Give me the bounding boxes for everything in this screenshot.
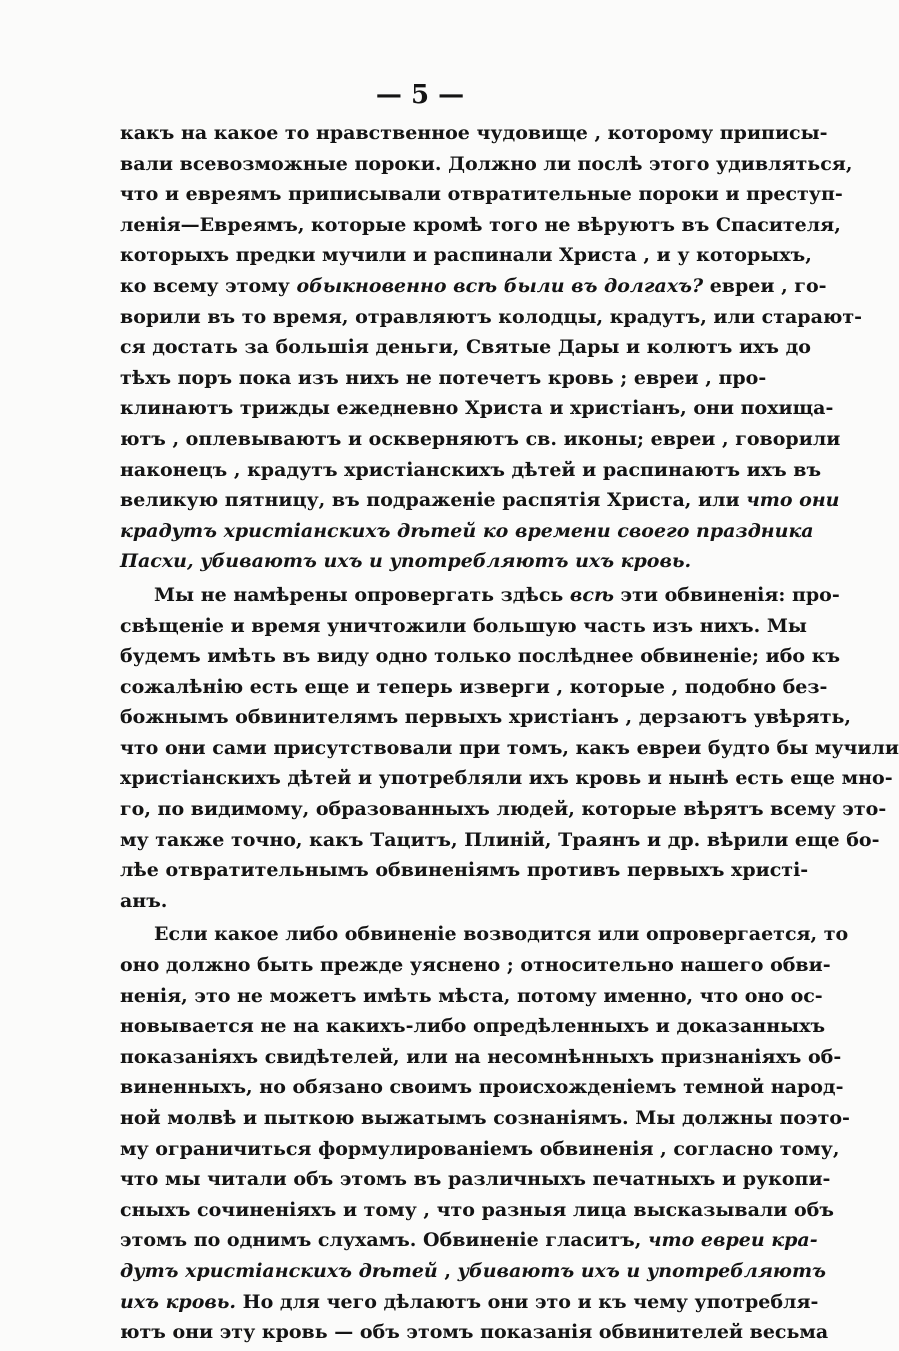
text-line bbox=[120, 1317, 829, 1348]
text-run: му ограничиться формулированіемъ обвиненія , согласно тому, bbox=[120, 1137, 840, 1160]
text-line bbox=[120, 1042, 842, 1073]
text-run: что они сами присутствовали при томъ, какъ евреи будто бы мучили bbox=[120, 736, 899, 759]
text-run: ненія, это не можетъ имѣть мѣста, потому именно, что оно ос- bbox=[120, 984, 823, 1007]
text-line bbox=[120, 363, 766, 394]
italic-text: Пасхи, убиваютъ ихъ и употребляютъ ихъ кровь. bbox=[120, 550, 692, 573]
text-run: тѣхъ поръ пока изъ нихъ не потечетъ кровь ; евреи , про- bbox=[120, 366, 767, 389]
text-run: виненныхъ, но обязано своимъ происхожденіемъ темной народ- bbox=[120, 1076, 844, 1099]
text-run: Но для чего дѣлаютъ они это и къ чему употребля- bbox=[236, 1290, 819, 1313]
text-line bbox=[120, 424, 841, 455]
text-run: ко всему этому bbox=[120, 274, 297, 297]
text-line bbox=[120, 455, 822, 486]
text-line bbox=[120, 919, 849, 950]
text-line bbox=[120, 1256, 826, 1287]
text-line bbox=[120, 641, 841, 672]
italic-text: дутъ христіанскихъ дѣтей bbox=[120, 1259, 438, 1282]
page-number: — 5 — bbox=[375, 80, 465, 110]
text-run: что и евреямъ приписывали отвратительные пороки и преступ- bbox=[120, 183, 843, 206]
text-run: какъ на какое то нравственное чудовище , которому приписы- bbox=[120, 122, 828, 144]
text-line bbox=[120, 485, 840, 516]
text-run: Если какое либо обвиненіе возводится или опровергается, то bbox=[154, 923, 849, 946]
paragraph bbox=[120, 919, 850, 1347]
text-line bbox=[120, 118, 828, 149]
text-line bbox=[120, 886, 766, 917]
text-line bbox=[120, 672, 828, 703]
text-line bbox=[120, 794, 887, 825]
text-run: эти обвиненія: про- bbox=[613, 583, 840, 606]
italic-text: ихъ кровь. bbox=[120, 1290, 237, 1313]
text-run: анъ. bbox=[120, 889, 168, 912]
text-run: клинаютъ трижды ежедневно Христа и христіанъ, они похища- bbox=[120, 397, 834, 420]
text-run: что мы читали объ этомъ въ различныхъ печатныхъ и рукопи- bbox=[120, 1168, 831, 1191]
text-line bbox=[120, 580, 840, 611]
text-line bbox=[120, 702, 851, 733]
italic-text: убиваютъ ихъ и употребляютъ bbox=[457, 1259, 826, 1282]
text-line bbox=[120, 733, 899, 764]
text-line bbox=[120, 1072, 844, 1103]
text-line bbox=[120, 1103, 850, 1134]
text-run: сныхъ сочиненіяхъ и тому , что разныя лица высказывали объ bbox=[120, 1198, 834, 1221]
text-line bbox=[120, 302, 863, 333]
text-line bbox=[120, 271, 827, 302]
text-run: му также точно, какъ Тацитъ, Плиній, Траянъ и др. вѣрили еще бо- bbox=[120, 828, 880, 851]
text-line bbox=[120, 149, 853, 180]
text-run: оно должно быть прежде уяснено ; относительно нашего обви- bbox=[120, 954, 831, 977]
italic-text: обыкновенно всѣ были въ долгахъ? bbox=[296, 274, 704, 297]
text-run: показаніяхъ свидѣтелей, или на несомнѣнныхъ признаніяхъ об- bbox=[120, 1045, 842, 1068]
text-line bbox=[120, 1011, 826, 1042]
text-run: Мы не намѣрены опровергать здѣсь bbox=[154, 583, 570, 606]
text-run: божнымъ обвинителямъ первыхъ христіанъ , дерзаютъ увѣрять, bbox=[120, 706, 851, 729]
text-line bbox=[120, 1225, 818, 1256]
text-line bbox=[120, 1164, 831, 1195]
text-run: сожалѣнію есть еще и теперь изверги , которые , подобно без- bbox=[120, 675, 828, 698]
text-run: наконецъ , крадутъ христіанскихъ дѣтей и распинаютъ ихъ въ bbox=[120, 458, 822, 481]
text-run: ленія—Евреямъ, которые кромѣ того не вѣруютъ въ Спасителя, bbox=[120, 213, 841, 236]
text-run: ной молвѣ и пыткою выжатымъ сознаніямъ. Мы должны поэто- bbox=[120, 1107, 850, 1129]
text-run: ютъ они эту кровь — объ этомъ показанія обвинителей весьма bbox=[120, 1321, 829, 1344]
text-line bbox=[120, 763, 893, 794]
text-run: будемъ имѣть въ виду одно только послѣднее обвиненіе; ибо къ bbox=[120, 645, 841, 668]
text-run: , bbox=[437, 1259, 458, 1282]
text-run: новывается не на какихъ-либо опредѣленныхъ и доказанныхъ bbox=[120, 1015, 826, 1038]
body-text bbox=[120, 118, 899, 1351]
text-line bbox=[120, 1195, 834, 1226]
italic-text: что евреи кра- bbox=[647, 1229, 818, 1252]
text-run: вали всевозможные пороки. Должно ли послѣ этого удивляться, bbox=[120, 152, 853, 175]
paragraph bbox=[120, 118, 863, 577]
text-line bbox=[120, 1287, 819, 1318]
text-run: лѣе отвратительнымъ обвиненіямъ противъ первыхъ христі- bbox=[120, 859, 809, 882]
text-line bbox=[120, 855, 809, 886]
text-run: ютъ , оплевываютъ и оскверняютъ св. иконы; евреи , говорили bbox=[120, 427, 841, 450]
text-line bbox=[120, 516, 814, 547]
text-line bbox=[120, 393, 834, 424]
text-run: ся достать за большія деньги, Святые Дары и колютъ ихъ до bbox=[120, 336, 811, 359]
italic-text: всѣ bbox=[569, 583, 614, 606]
text-run: свѣщеніе и время уничтожили большую часть изъ нихъ. Мы bbox=[120, 614, 807, 637]
text-run: христіанскихъ дѣтей и употребляли ихъ кровь и нынѣ есть еще мно- bbox=[120, 767, 893, 790]
paragraph bbox=[120, 580, 899, 917]
text-run: великую пятницу, въ подраженіе распятія Христа, или bbox=[120, 489, 747, 512]
text-run: евреи , го- bbox=[703, 274, 827, 297]
text-line bbox=[120, 546, 766, 577]
text-line bbox=[120, 179, 843, 210]
text-line bbox=[120, 210, 841, 241]
text-line bbox=[120, 950, 831, 981]
text-run: которыхъ предки мучили и распинали Христа , и у которыхъ, bbox=[120, 244, 812, 267]
text-line bbox=[120, 1134, 840, 1165]
italic-text: что они bbox=[746, 489, 840, 512]
text-run: ворили въ то время, отравляютъ колодцы, крадутъ, или старают- bbox=[120, 305, 863, 328]
italic-text: крадутъ христіанскихъ дѣтей ко времени своего праздника bbox=[120, 519, 814, 542]
text-line bbox=[120, 332, 811, 363]
text-run: этомъ по однимъ слухамъ. Обвиненіе гласитъ, bbox=[120, 1229, 648, 1252]
text-line bbox=[120, 981, 823, 1012]
text-run: го, по видимому, образованныхъ людей, которые вѣрятъ всему это- bbox=[120, 798, 887, 821]
text-line bbox=[120, 825, 880, 856]
text-line bbox=[120, 611, 807, 642]
text-line bbox=[120, 240, 812, 271]
